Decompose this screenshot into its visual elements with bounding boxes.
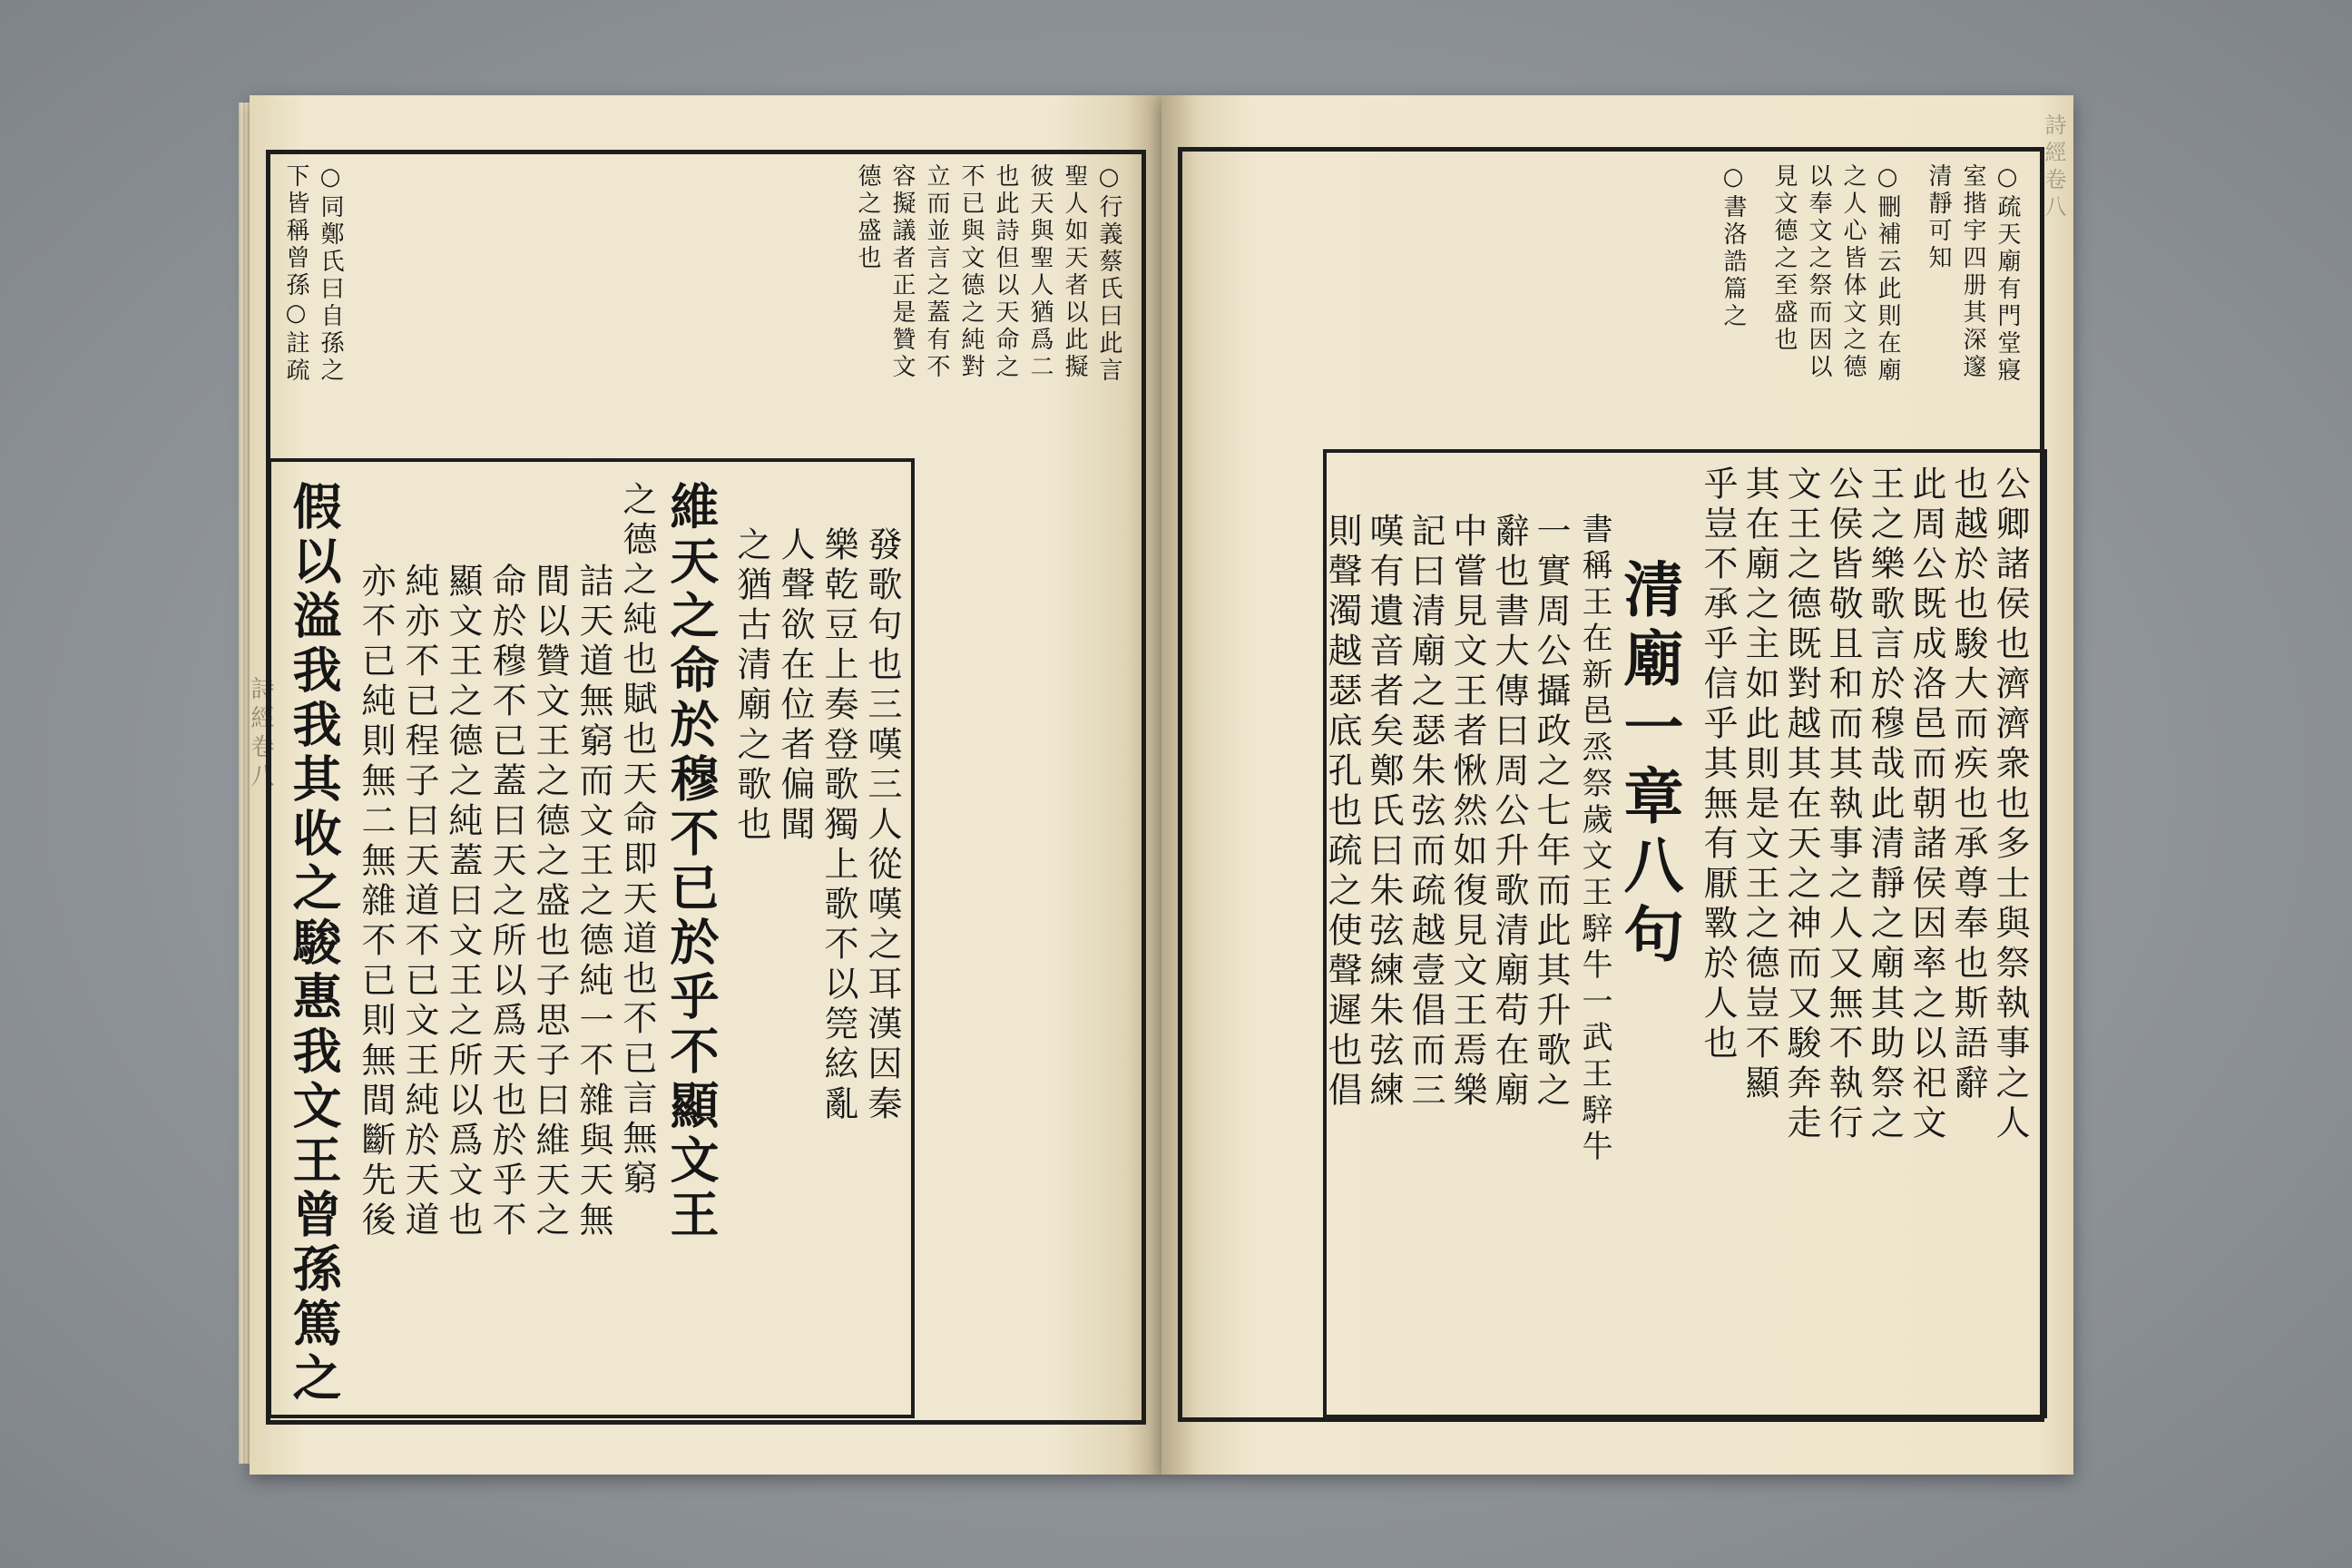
right-upper-commentary xyxy=(1189,163,2028,445)
left-upper-col: 也此詩但以天命之 xyxy=(992,163,1019,381)
right-main-col: 書稱王在新邑烝祭歲文王騂牛一武王騂牛 xyxy=(1576,513,1612,1166)
right-main-col: 文王之德既對越其在天之神而又駿奔走 xyxy=(1781,466,1821,1144)
right-main-col: 乎豈不承乎信乎其無有厭斁於人也 xyxy=(1698,466,1738,1064)
right-main-col: 公侯皆敬且和而其執事之人又無不執行 xyxy=(1823,466,1863,1144)
left-upper-col: 德之盛也 xyxy=(854,163,881,272)
right-page xyxy=(1161,95,2073,1475)
right-main-text xyxy=(1322,458,2034,1402)
left-main-text xyxy=(271,472,906,1406)
left-main-col: 人聲欲在位者偏聞 xyxy=(775,526,815,846)
right-main-col: 中嘗見文王者愀然如復見文王焉樂 xyxy=(1447,513,1487,1112)
section-title: 清廟一章八句 xyxy=(1613,558,1684,972)
left-gutter-shadow xyxy=(1125,95,1161,1475)
left-main-col: 樂乾豆上奏登歌獨上歌不以筦絃亂 xyxy=(818,526,858,1125)
left-main-col: 之猶古清廟之歌也 xyxy=(731,526,771,846)
left-edge-title: 詩經卷八 xyxy=(247,676,274,792)
right-upper-col: ○疏天廟有門堂寢 xyxy=(1994,163,2021,385)
right-upper-col: ○刪補云此則在廟 xyxy=(1874,163,1901,385)
left-main-col: 詰天道無窮而文王之德純一不雜與天無 xyxy=(573,563,613,1241)
left-main-col: 命於穆不已蓋曰天之所以爲天也於乎不 xyxy=(486,563,526,1241)
left-upper-col: 聖人如天者以此擬 xyxy=(1061,163,1088,381)
left-upper-col: 不已與文德之純對 xyxy=(957,163,985,381)
right-upper-col: 見文德之至盛也 xyxy=(1770,163,1798,354)
left-main-col: 純亦不已程子曰天道不已文王純於天道 xyxy=(399,563,439,1241)
right-upper-col: 以奉文之祭而因以 xyxy=(1805,163,1832,381)
left-main-col: 假以溢我我其收之駿惠我文王曾孫篤之 xyxy=(285,481,343,1406)
right-main-col: 也越於也駿大而疾也承尊奉也斯語辭 xyxy=(1948,466,1988,1104)
left-upper-col: 立而並言之蓋有不 xyxy=(923,163,950,381)
left-main-col: 發歌句也三嘆三人從嘆之耳漢因秦 xyxy=(862,526,902,1125)
left-upper-col: 彼天與聖人猶爲二 xyxy=(1026,163,1054,381)
left-upper-commentary xyxy=(277,163,1130,454)
left-upper-col: 容擬議者正是贊文 xyxy=(888,163,916,381)
right-main-col: 公卿諸侯也濟濟衆也多士與祭執事之人 xyxy=(1990,466,2030,1144)
right-main-col: 辭也書大傳曰周公升歌清廟苟在廟 xyxy=(1489,513,1529,1112)
left-main-col: 之德之純也賦也天命即天道也不已言無窮 xyxy=(617,481,657,1200)
right-main-col: 此周公既成洛邑而朝諸侯因率之以祀文 xyxy=(1906,466,1946,1144)
right-upper-col: 之人心皆体文之德 xyxy=(1839,163,1867,381)
right-main-col: 其在廟之主如此則是文王之德豈不顯 xyxy=(1740,466,1779,1104)
left-page xyxy=(247,95,1161,1475)
right-main-col: 則聲濁越瑟底孔也疏之使聲遲也倡 xyxy=(1322,513,1362,1112)
left-main-col: 顯文王之德之純蓋曰文王之所以爲文也 xyxy=(443,563,483,1241)
left-main-col: 維天之命於穆不已於乎不顯文王 xyxy=(662,481,720,1243)
right-main-col: 嘆有遺音者矣鄭氏曰朱弦練朱弦練 xyxy=(1364,513,1404,1112)
left-main-col: 間以贊文王之德之盛也子思子曰維天之 xyxy=(530,563,570,1241)
left-upper-col: 下皆稱曾孫○註疏 xyxy=(282,163,309,385)
right-edge-title: 詩經卷八 xyxy=(2041,113,2066,222)
right-upper-col: ○書洛誥篇之 xyxy=(1720,163,1747,330)
right-main-col: 王之樂歌言於穆哉此清靜之廟其助祭之 xyxy=(1865,466,1905,1144)
right-main-col: 記曰清廟之瑟朱弦而疏越壹倡而三 xyxy=(1406,513,1446,1112)
open-book xyxy=(247,95,2073,1475)
left-upper-col: ○行義蔡氏曰此言 xyxy=(1095,163,1122,385)
right-upper-col: 室揩宇四册其深邃 xyxy=(1959,163,1986,381)
right-upper-col: 清靜可知 xyxy=(1925,163,1952,272)
left-main-col: 亦不已純則無二無雜不已則無間斷先後 xyxy=(356,563,396,1241)
left-upper-col: ○同鄭氏曰自孫之 xyxy=(317,163,344,385)
right-main-col: 一實周公攝政之七年而此其升歌之 xyxy=(1531,513,1571,1112)
